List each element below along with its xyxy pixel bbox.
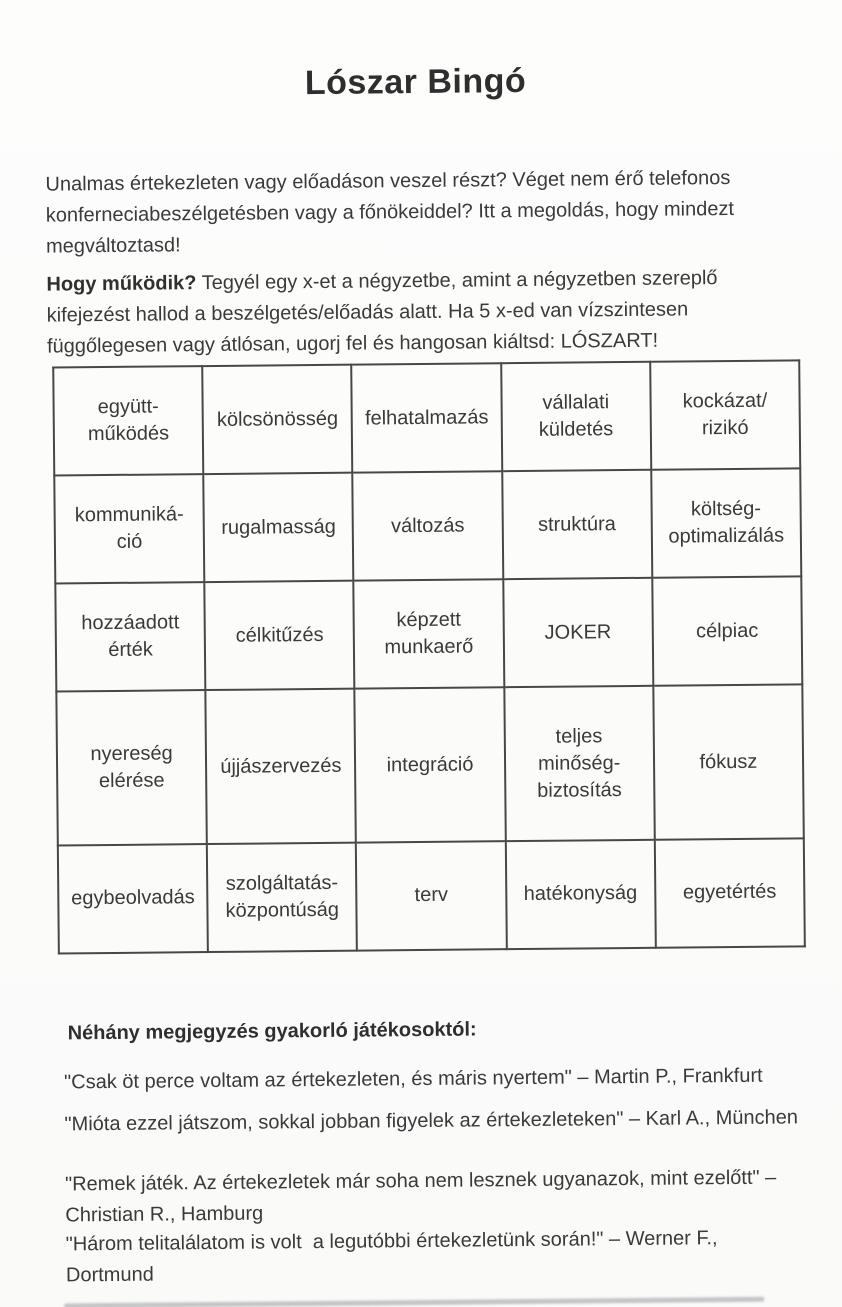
bingo-cell: képzett munkaerő [354,579,504,689]
bingo-row [56,685,803,846]
bingo-cell: terv [356,841,506,951]
bingo-cell: célkitűzés [204,581,354,691]
bingo-cell: célpiac [652,577,802,687]
bingo-cell: hozzáadott érték [55,582,205,692]
page-title: Lószar Bingó [304,61,527,102]
bingo-cell: költség- optimalizálás [651,468,801,578]
testimonial-quote: "Remek játék. Az értekezletek már soha nem lesznek ugyanazok, mint ezelőtt" – Christian R., Hamburg [64,1166,782,1227]
testimonial-quote: "Mióta ezzel játszom, sokkal jobban figyelek az értekezleteken" – Karl A., München [64,1106,799,1136]
how-it-works-paragraph [46,262,795,362]
bingo-row [54,468,801,583]
bingo-cell: kommuniká- ció [54,474,204,584]
bingo-cell: struktúra [502,470,652,580]
bingo-cell: egyetértés [655,838,805,948]
bingo-grid [52,359,806,954]
bingo-row [53,360,800,475]
bingo-cell: integráció [355,687,506,842]
bingo-cell: kölcsönösség [202,365,352,475]
bingo-cell: teljes minőség- biztosítás [504,686,655,841]
testimonials-heading: Néhány megjegyzés gyakorló játékosoktól: [67,1018,477,1045]
bingo-cell: hatékonyság [505,840,655,950]
intro-paragraph: Unalmas értekezleten vagy előadáson veszel részt? Véget nem érő telefonos konferneciabeszélgetésben vagy a főnökeiddel? Itt a megoldás, hogy mindezt megváltoztasd! [45,167,735,258]
bingo-cell: kockázat/ rizikó [650,360,800,470]
how-it-works-text: Tegyél egy x-et a négyzetbe, amint a négyzetben szereplő kifejezést hallod a beszélgetés/előadás alatt. Ha 5 x-ed van vízszintesen függőlegesen vagy átlósan, ugorj fel és hangosan kiáltsd: LÓSZART! [46,267,718,358]
bingo-cell: rugalmasság [203,473,353,583]
bingo-row [55,577,802,692]
testimonial-quote: "Csak öt perce voltam az értekezleten, és máris nyertem" – Martin P., Frankfurt [63,1064,763,1094]
bingo-cell: felhatalmazás [352,363,502,473]
testimonial-quote: "Három telitalálatom is volt a legutóbbi értekezletünk során!" – Werner F., Dortmund [65,1227,724,1287]
bingo-cell: változás [353,471,503,581]
bingo-row [58,838,805,953]
bingo-cell: újjászervezés [206,689,357,844]
bingo-cell: egybeolvadás [58,844,208,954]
scan-edge-artifact [64,1297,764,1307]
bingo-cell: vállalati küldetés [501,362,651,472]
bingo-cell: nyereség elérése [56,690,207,845]
bingo-cell: fókusz [653,685,804,840]
bingo-cell: együtt- működés [53,366,203,476]
how-it-works-label: Hogy működik? [46,272,197,296]
bingo-cell: szolgáltatás- központúság [207,843,357,953]
bingo-cell-joker: JOKER [503,578,653,688]
